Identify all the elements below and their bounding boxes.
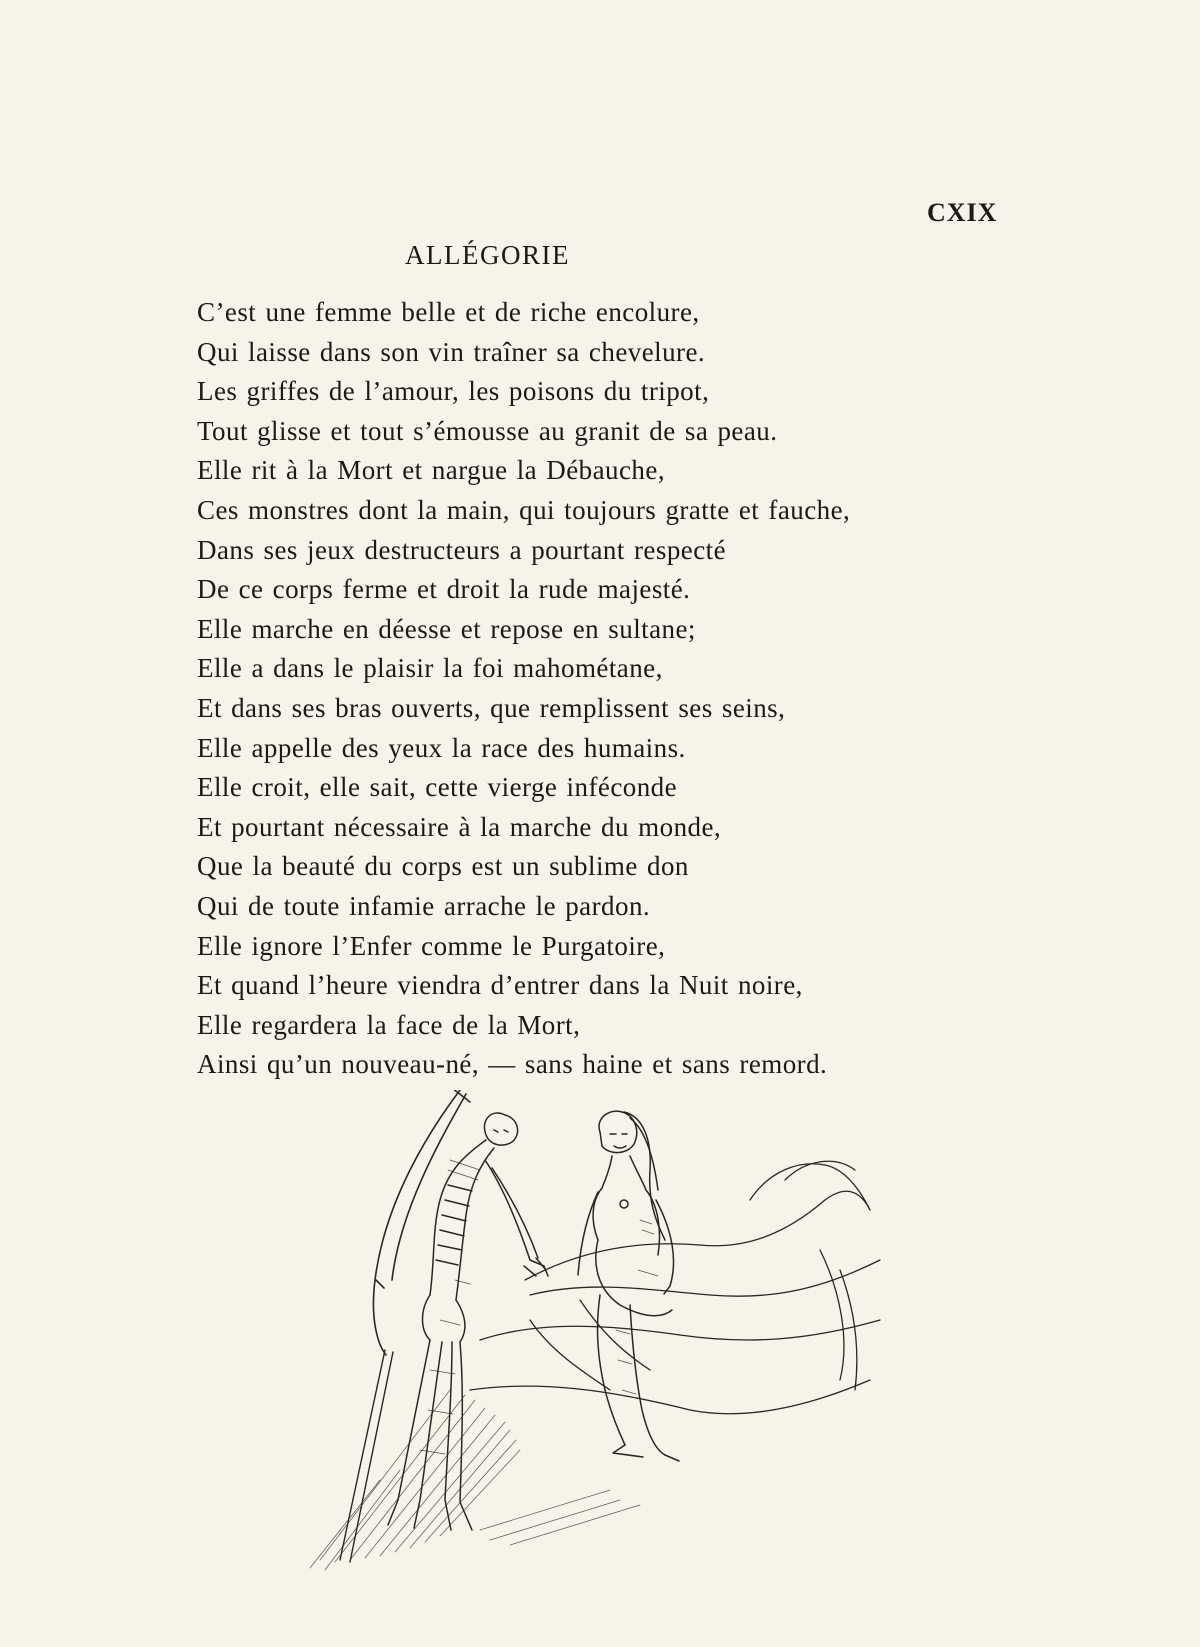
- poem-line: Les griffes de l’amour, les poisons du tripot,: [197, 376, 710, 407]
- page-number: CXIX: [927, 198, 998, 227]
- poem-line: Que la beauté du corps est un sublime don: [197, 851, 689, 882]
- poem-line: Et quand l’heure viendra d’entrer dans la Nuit noire,: [197, 970, 803, 1001]
- poem-line: Dans ses jeux destructeurs a pourtant respecté: [197, 534, 727, 565]
- poem-title: ALLÉGORIE: [405, 240, 570, 270]
- poem-line: Qui laisse dans son vin traîner sa chevelure.: [197, 336, 706, 367]
- poem-line: Et pourtant nécessaire à la marche du monde,: [197, 811, 722, 842]
- scythe: [373, 1090, 470, 1355]
- poem-line: Ces monstres dont la main, qui toujours gratte et fauche,: [197, 494, 851, 525]
- poem-line: De ce corps ferme et droit la rude majesté.: [197, 574, 691, 605]
- poem-line: Tout glisse et tout s’émousse au granit de sa peau.: [197, 415, 778, 446]
- ground-hatching: [310, 1390, 640, 1570]
- etching-drawing: [280, 1090, 920, 1590]
- poem-body: [197, 293, 850, 1085]
- poem-line: Elle a dans le plaisir la foi mahométane,: [197, 653, 663, 684]
- poem-line: Elle regardera la face de la Mort,: [197, 1009, 581, 1040]
- poem-line: C’est une femme belle et de riche encolure,: [197, 297, 700, 327]
- scythe-staff: [340, 1350, 393, 1562]
- poem-line: Elle appelle des yeux la race des humains.: [197, 732, 686, 763]
- poem-line: Elle croit, elle sait, cette vierge inféconde: [197, 772, 678, 803]
- woman-figure: [578, 1111, 679, 1461]
- poem-line: Qui de toute infamie arrache le pardon.: [197, 890, 651, 921]
- poem-line: Ainsi qu’un nouveau-né, — sans haine et sans remord.: [197, 1049, 828, 1080]
- poem-line: Elle ignore l’Enfer comme le Purgatoire,: [197, 930, 666, 961]
- death-and-woman-etching-icon: [280, 1090, 920, 1590]
- drapery: [470, 1161, 880, 1413]
- poem-line: Elle marche en déesse et repose en sultane;: [197, 613, 696, 644]
- death-figure: [388, 1113, 548, 1530]
- poem-line: Elle rit à la Mort et nargue la Débauche,: [197, 455, 666, 486]
- poem-line: Et dans ses bras ouverts, que remplissent ses seins,: [197, 692, 786, 723]
